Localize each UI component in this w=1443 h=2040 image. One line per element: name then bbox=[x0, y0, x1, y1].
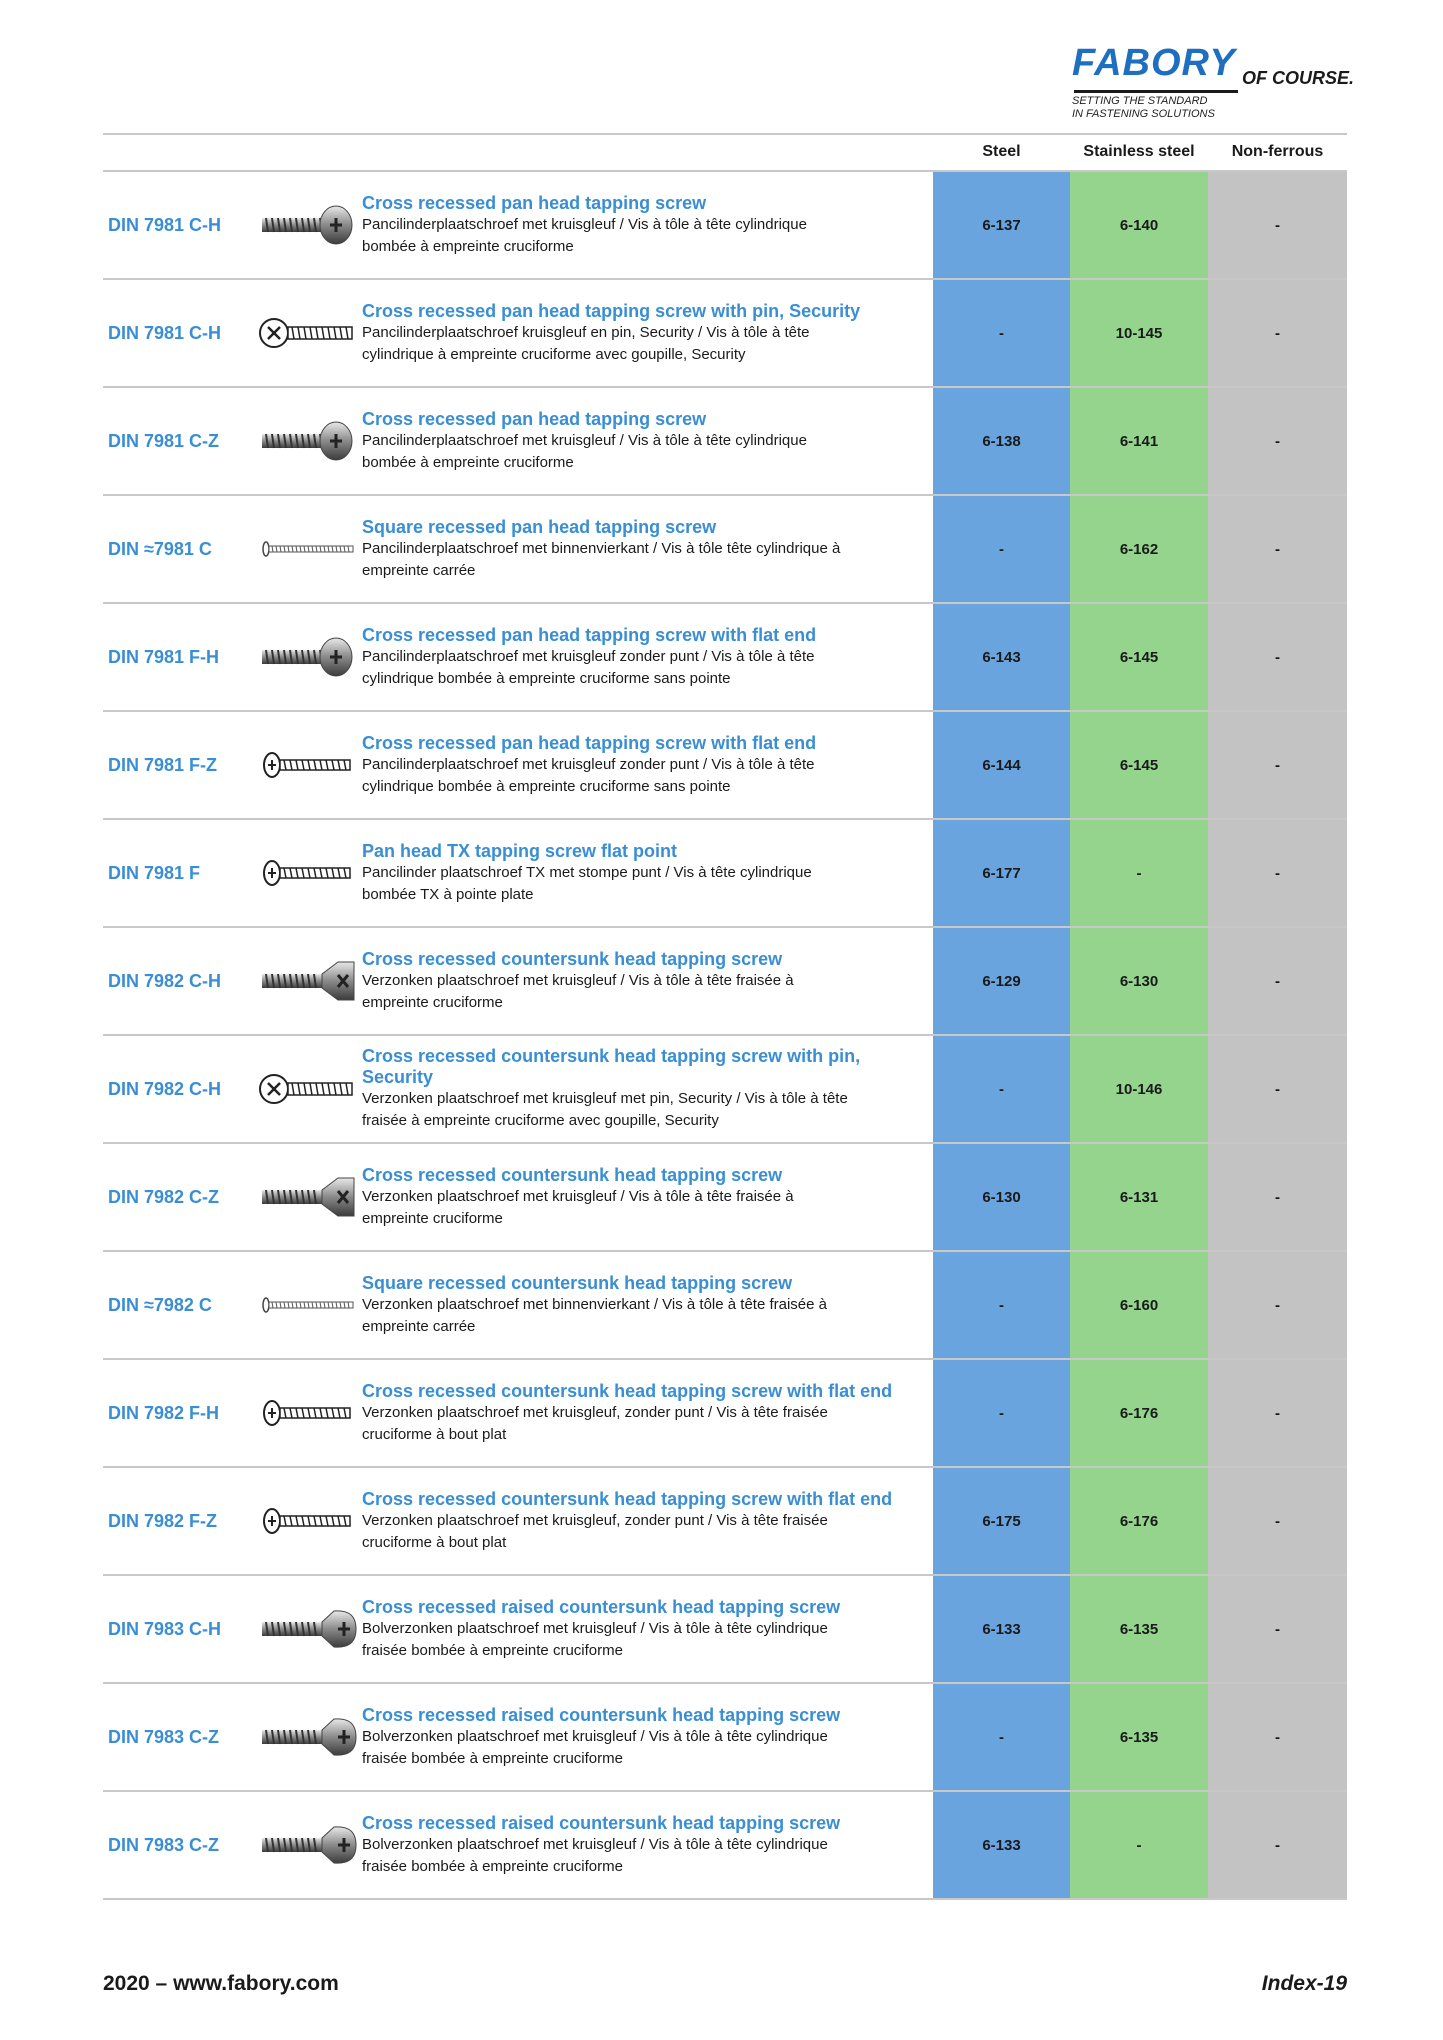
table-row bbox=[103, 1036, 1347, 1144]
product-title[interactable]: Cross recessed countersunk head tapping screw with pin, Security bbox=[362, 1046, 861, 1087]
brand-name: FABORY bbox=[1072, 42, 1236, 84]
stainless-page-ref[interactable]: 6-145 bbox=[1070, 712, 1208, 818]
pan-head-screw-icon bbox=[258, 205, 358, 245]
stainless-page-ref[interactable]: 6-140 bbox=[1070, 172, 1208, 278]
product-title[interactable]: Cross recessed pan head tapping screw with pin, Security bbox=[362, 300, 861, 321]
din-code[interactable]: DIN 7981 F-Z bbox=[108, 754, 218, 775]
stainless-page-ref[interactable]: 6-130 bbox=[1070, 928, 1208, 1034]
product-description-line-1: Bolverzonken plaatschroef met kruisgleuf / Vis à tôle à tête cylindrique bbox=[362, 1835, 828, 1853]
product-description bbox=[362, 172, 922, 278]
brand-underline bbox=[1074, 90, 1238, 93]
din-code[interactable]: DIN 7982 C-H bbox=[108, 970, 222, 991]
din-code[interactable]: DIN ≈7982 C bbox=[108, 1294, 212, 1315]
stainless-page-ref[interactable]: - bbox=[1070, 1792, 1208, 1898]
steel-page-ref[interactable]: 6-133 bbox=[933, 1792, 1070, 1898]
product-description-line-1: Pancilinderplaatschroef met kruisgleuf zonder punt / Vis à tôle à tête bbox=[362, 755, 815, 773]
stainless-page-ref[interactable]: - bbox=[1070, 820, 1208, 926]
product-title[interactable]: Cross recessed pan head tapping screw bbox=[362, 192, 707, 213]
product-title[interactable]: Cross recessed pan head tapping screw with flat end bbox=[362, 732, 817, 753]
nonferrous-page-ref: - bbox=[1208, 1468, 1347, 1574]
din-code[interactable]: DIN ≈7981 C bbox=[108, 538, 212, 559]
product-description-line-2: empreinte carrée bbox=[362, 1317, 476, 1335]
nonferrous-page-ref: - bbox=[1208, 820, 1347, 926]
brand-logo bbox=[1068, 42, 1358, 122]
table-row bbox=[103, 820, 1347, 928]
product-title[interactable]: Cross recessed countersunk head tapping screw bbox=[362, 1164, 783, 1185]
raised-countersunk-screw-icon bbox=[258, 1717, 358, 1757]
header-divider bbox=[103, 133, 1347, 135]
column-header-non-ferrous: Non-ferrous bbox=[1231, 143, 1324, 160]
product-description-line-1: Verzonken plaatschroef met kruisgleuf / Vis à tôle à tête fraisée à bbox=[362, 971, 794, 989]
product-description-line-1: Pancilinderplaatschroef kruisgleuf en pin, Security / Vis à tôle à tête bbox=[362, 323, 810, 341]
product-description-line-2: fraisée bombée à empreinte cruciforme bbox=[362, 1641, 623, 1659]
stainless-page-ref[interactable]: 6-176 bbox=[1070, 1360, 1208, 1466]
raised-countersunk-screw-icon bbox=[258, 1609, 358, 1649]
stainless-page-ref[interactable]: 6-162 bbox=[1070, 496, 1208, 602]
table-row bbox=[103, 280, 1347, 388]
steel-page-ref[interactable]: 6-137 bbox=[933, 172, 1070, 278]
product-description bbox=[362, 1036, 922, 1142]
pan-head-screw-icon bbox=[258, 637, 358, 677]
product-description-line-1: Verzonken plaatschroef met binnenvierkant / Vis à tôle à tête fraisée à bbox=[362, 1295, 827, 1313]
product-description-line-2: cylindrique à empreinte cruciforme avec goupille, Security bbox=[362, 345, 746, 363]
stainless-page-ref[interactable]: 6-160 bbox=[1070, 1252, 1208, 1358]
product-description-line-2: bombée TX à pointe plate bbox=[362, 885, 534, 903]
steel-page-ref[interactable]: - bbox=[933, 1684, 1070, 1790]
stainless-page-ref[interactable]: 10-146 bbox=[1070, 1036, 1208, 1142]
stainless-page-ref[interactable]: 6-131 bbox=[1070, 1144, 1208, 1250]
brand-slogan: OF COURSE. bbox=[1242, 68, 1355, 88]
product-description bbox=[362, 928, 922, 1034]
steel-page-ref[interactable]: 6-133 bbox=[933, 1576, 1070, 1682]
din-code[interactable]: DIN 7982 F-H bbox=[108, 1402, 220, 1423]
product-description bbox=[362, 1252, 922, 1358]
product-title[interactable]: Cross recessed pan head tapping screw bbox=[362, 408, 707, 429]
din-code[interactable]: DIN 7981 F-H bbox=[108, 646, 220, 667]
nonferrous-page-ref: - bbox=[1208, 1792, 1347, 1898]
product-description-line-2: cruciforme à bout plat bbox=[362, 1533, 507, 1551]
table-row bbox=[103, 604, 1347, 712]
steel-page-ref[interactable]: 6-130 bbox=[933, 1144, 1070, 1250]
outline-screw-icon bbox=[258, 745, 358, 785]
product-description bbox=[362, 1576, 922, 1682]
table-row bbox=[103, 1684, 1347, 1792]
table-row bbox=[103, 1252, 1347, 1360]
brand-tagline-1: SETTING THE STANDARD bbox=[1072, 95, 1208, 107]
table-row bbox=[103, 496, 1347, 604]
security-screw-icon bbox=[258, 313, 358, 353]
footer-website[interactable]: 2020 – www.fabory.com bbox=[103, 1972, 339, 1995]
product-description bbox=[362, 1792, 922, 1898]
table-row bbox=[103, 1468, 1347, 1576]
product-description-line-1: Verzonken plaatschroef met kruisgleuf, zonder punt / Vis à tête fraisée bbox=[362, 1403, 828, 1421]
nonferrous-page-ref: - bbox=[1208, 604, 1347, 710]
product-description-line-2: empreinte carrée bbox=[362, 561, 476, 579]
nonferrous-page-ref: - bbox=[1208, 712, 1347, 818]
table-row bbox=[103, 1576, 1347, 1684]
product-title[interactable]: Cross recessed countersunk head tapping screw with flat end bbox=[362, 1380, 893, 1401]
product-description bbox=[362, 1360, 922, 1466]
product-description bbox=[362, 1144, 922, 1250]
stainless-page-ref[interactable]: 6-141 bbox=[1070, 388, 1208, 494]
product-description-line-1: Pancilinderplaatschroef met kruisgleuf / Vis à tôle à tête cylindrique bbox=[362, 215, 807, 233]
stainless-page-ref[interactable]: 6-176 bbox=[1070, 1468, 1208, 1574]
nonferrous-page-ref: - bbox=[1208, 388, 1347, 494]
steel-page-ref[interactable]: - bbox=[933, 1360, 1070, 1466]
nonferrous-page-ref: - bbox=[1208, 1360, 1347, 1466]
din-code[interactable]: DIN 7982 F-Z bbox=[108, 1510, 218, 1531]
nonferrous-page-ref: - bbox=[1208, 1252, 1347, 1358]
product-description bbox=[362, 1468, 922, 1574]
steel-page-ref[interactable]: 6-144 bbox=[933, 712, 1070, 818]
table-row bbox=[103, 712, 1347, 820]
nonferrous-page-ref: - bbox=[1208, 1684, 1347, 1790]
table-row bbox=[103, 388, 1347, 496]
din-code[interactable]: DIN 7981 C-Z bbox=[108, 430, 220, 451]
table-row bbox=[103, 170, 1347, 280]
brand-tagline-2: IN FASTENING SOLUTIONS bbox=[1072, 108, 1215, 120]
product-description-line-1: Verzonken plaatschroef met kruisgleuf met pin, Security / Vis à tôle à tête bbox=[362, 1090, 848, 1107]
steel-page-ref[interactable]: - bbox=[933, 280, 1070, 386]
steel-page-ref[interactable]: - bbox=[933, 1252, 1070, 1358]
stainless-page-ref[interactable]: 6-135 bbox=[1070, 1684, 1208, 1790]
product-description-line-1: Bolverzonken plaatschroef met kruisgleuf / Vis à tôle à tête cylindrique bbox=[362, 1619, 828, 1637]
product-title[interactable]: Cross recessed countersunk head tapping screw bbox=[362, 948, 783, 969]
stainless-page-ref[interactable]: 10-145 bbox=[1070, 280, 1208, 386]
din-code[interactable]: DIN 7981 C-H bbox=[108, 322, 222, 343]
nonferrous-page-ref: - bbox=[1208, 280, 1347, 386]
din-code[interactable]: DIN 7981 F bbox=[108, 862, 201, 883]
product-title[interactable]: Cross recessed pan head tapping screw with flat end bbox=[362, 624, 817, 645]
product-table bbox=[103, 170, 1347, 1900]
product-description-line-2: cylindrique bombée à empreinte cruciforme sans pointe bbox=[362, 777, 731, 795]
product-title[interactable]: Pan head TX tapping screw flat point bbox=[362, 840, 678, 861]
product-description-line-1: Verzonken plaatschroef met kruisgleuf / Vis à tôle à tête fraisée à bbox=[362, 1187, 794, 1205]
table-row bbox=[103, 1792, 1347, 1900]
din-code[interactable]: DIN 7983 C-Z bbox=[108, 1726, 220, 1747]
column-header-steel: Steel bbox=[982, 143, 1021, 160]
product-title[interactable]: Square recessed countersunk head tapping screw bbox=[362, 1272, 793, 1293]
steel-page-ref[interactable]: 6-143 bbox=[933, 604, 1070, 710]
product-title[interactable]: Square recessed pan head tapping screw bbox=[362, 516, 717, 537]
product-description bbox=[362, 280, 922, 386]
din-code[interactable]: DIN 7983 C-H bbox=[108, 1618, 222, 1639]
product-title[interactable]: Cross recessed raised countersunk head tapping screw bbox=[362, 1596, 841, 1617]
product-description bbox=[362, 496, 922, 602]
table-row bbox=[103, 1360, 1347, 1468]
product-description-line-1: Pancilinderplaatschroef met kruisgleuf / Vis à tôle à tête cylindrique bbox=[362, 431, 807, 449]
pan-head-screw-icon bbox=[258, 421, 358, 461]
steel-page-ref[interactable]: 6-129 bbox=[933, 928, 1070, 1034]
steel-page-ref[interactable]: - bbox=[933, 496, 1070, 602]
countersunk-screw-icon bbox=[258, 961, 358, 1001]
product-description-line-2: fraisée à empreinte cruciforme avec goupille, Security bbox=[362, 1112, 719, 1129]
outline-screw-icon bbox=[258, 853, 358, 893]
product-description-line-2: empreinte cruciforme bbox=[362, 993, 503, 1011]
product-description-line-2: fraisée bombée à empreinte cruciforme bbox=[362, 1749, 623, 1767]
product-description-line-2: empreinte cruciforme bbox=[362, 1209, 503, 1227]
product-description-line-2: bombée à empreinte cruciforme bbox=[362, 237, 574, 255]
product-title[interactable]: Cross recessed countersunk head tapping screw with flat end bbox=[362, 1488, 893, 1509]
outline-screw-icon bbox=[258, 1501, 358, 1541]
outline-screw-icon bbox=[258, 1393, 358, 1433]
product-description-line-1: Bolverzonken plaatschroef met kruisgleuf / Vis à tôle à tête cylindrique bbox=[362, 1727, 828, 1745]
column-header-stainless-steel: Stainless steel bbox=[1083, 143, 1195, 160]
product-description-line-2: bombée à empreinte cruciforme bbox=[362, 453, 574, 471]
nonferrous-page-ref: - bbox=[1208, 1036, 1347, 1142]
product-description bbox=[362, 604, 922, 710]
nonferrous-page-ref: - bbox=[1208, 1576, 1347, 1682]
steel-page-ref[interactable]: - bbox=[933, 1036, 1070, 1142]
table-row bbox=[103, 1144, 1347, 1252]
security-screw-icon bbox=[258, 1069, 358, 1109]
raised-countersunk-screw-icon bbox=[258, 1825, 358, 1865]
din-code[interactable]: DIN 7983 C-Z bbox=[108, 1834, 220, 1855]
product-title[interactable]: Cross recessed raised countersunk head tapping screw bbox=[362, 1704, 841, 1725]
table-row bbox=[103, 928, 1347, 1036]
stainless-page-ref[interactable]: 6-135 bbox=[1070, 1576, 1208, 1682]
page-number: Index-19 bbox=[1261, 1972, 1347, 1995]
product-description-line-2: fraisée bombée à empreinte cruciforme bbox=[362, 1857, 623, 1875]
thin-screw-icon bbox=[258, 1285, 358, 1325]
product-description-line-1: Verzonken plaatschroef met kruisgleuf, zonder punt / Vis à tête fraisée bbox=[362, 1511, 828, 1529]
product-title[interactable]: Cross recessed raised countersunk head tapping screw bbox=[362, 1812, 841, 1833]
product-description bbox=[362, 1684, 922, 1790]
steel-page-ref[interactable]: 6-175 bbox=[933, 1468, 1070, 1574]
product-description-line-1: Pancilinderplaatschroef met binnenvierkant / Vis à tôle tête cylindrique à bbox=[362, 539, 841, 557]
din-code[interactable]: DIN 7982 C-Z bbox=[108, 1186, 220, 1207]
nonferrous-page-ref: - bbox=[1208, 172, 1347, 278]
product-description-line-2: cylindrique bombée à empreinte cruciforme sans pointe bbox=[362, 669, 731, 687]
stainless-page-ref[interactable]: 6-145 bbox=[1070, 604, 1208, 710]
steel-page-ref[interactable]: 6-138 bbox=[933, 388, 1070, 494]
nonferrous-page-ref: - bbox=[1208, 1144, 1347, 1250]
product-description bbox=[362, 820, 922, 926]
din-code[interactable]: DIN 7981 C-H bbox=[108, 214, 222, 235]
product-description-line-1: Pancilinderplaatschroef met kruisgleuf zonder punt / Vis à tôle à tête bbox=[362, 647, 815, 665]
din-code[interactable]: DIN 7982 C-H bbox=[108, 1078, 222, 1099]
product-description-line-1: Pancilinder plaatschroef TX met stompe punt / Vis à tête cylindrique bbox=[362, 863, 812, 881]
steel-page-ref[interactable]: 6-177 bbox=[933, 820, 1070, 926]
product-description-line-2: cruciforme à bout plat bbox=[362, 1425, 507, 1443]
thin-screw-icon bbox=[258, 529, 358, 569]
product-description bbox=[362, 712, 922, 818]
product-description bbox=[362, 388, 922, 494]
nonferrous-page-ref: - bbox=[1208, 496, 1347, 602]
nonferrous-page-ref: - bbox=[1208, 928, 1347, 1034]
countersunk-screw-icon bbox=[258, 1177, 358, 1217]
